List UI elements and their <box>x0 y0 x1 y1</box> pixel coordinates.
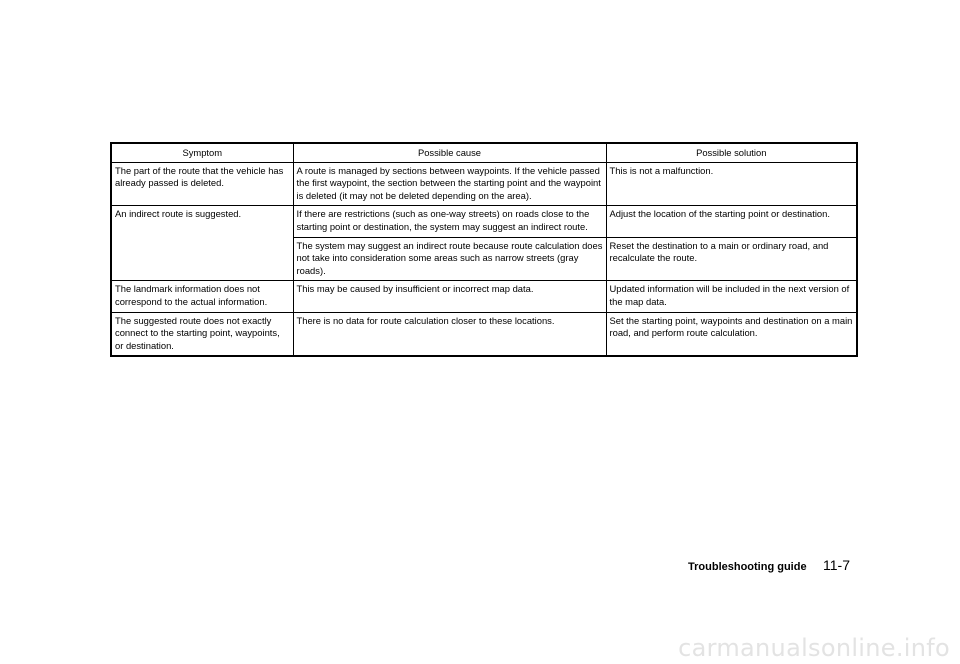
cause-cell: A route is managed by sections between waypoints. If the vehicle passed the first waypoint, the section between the starting point and the waypoint is deleted (it may not be deleted depending on the area). <box>293 162 606 206</box>
table-row <box>111 206 857 237</box>
cause-cell: The system may suggest an indirect route because route calculation does not take into consideration some areas such as narrow streets (gray roads). <box>293 237 606 281</box>
table-header-row <box>111 143 857 162</box>
page-number: 11-7 <box>823 557 850 573</box>
symptom-cell: The part of the route that the vehicle has already passed is deleted. <box>111 162 293 206</box>
solution-cell: Set the starting point, waypoints and destination on a main road, and perform route calculation. <box>606 312 857 356</box>
solution-cell: This is not a malfunction. <box>606 162 857 206</box>
header-possible-cause: Possible cause <box>293 143 606 162</box>
table-row <box>111 162 857 206</box>
symptom-cell: An indirect route is suggested. <box>111 206 293 281</box>
header-symptom: Symptom <box>111 143 293 162</box>
table-row <box>111 281 857 312</box>
section-title: Troubleshooting guide <box>688 561 807 573</box>
solution-cell: Updated information will be included in the next version of the map data. <box>606 281 857 312</box>
symptom-cell: The suggested route does not exactly connect to the starting point, waypoints, or destination. <box>111 312 293 356</box>
page-footer <box>688 557 850 575</box>
watermark: carmanualsonline.info <box>678 634 950 662</box>
table-row <box>111 312 857 356</box>
troubleshooting-table <box>110 142 858 357</box>
symptom-cell: The landmark information does not correspond to the actual information. <box>111 281 293 312</box>
solution-cell: Reset the destination to a main or ordinary road, and recalculate the route. <box>606 237 857 281</box>
header-possible-solution: Possible solution <box>606 143 857 162</box>
cause-cell: If there are restrictions (such as one-way streets) on roads close to the starting point or destination, the system may suggest an indirect route. <box>293 206 606 237</box>
cause-cell: This may be caused by insufficient or incorrect map data. <box>293 281 606 312</box>
solution-cell: Adjust the location of the starting point or destination. <box>606 206 857 237</box>
cause-cell: There is no data for route calculation closer to these locations. <box>293 312 606 356</box>
